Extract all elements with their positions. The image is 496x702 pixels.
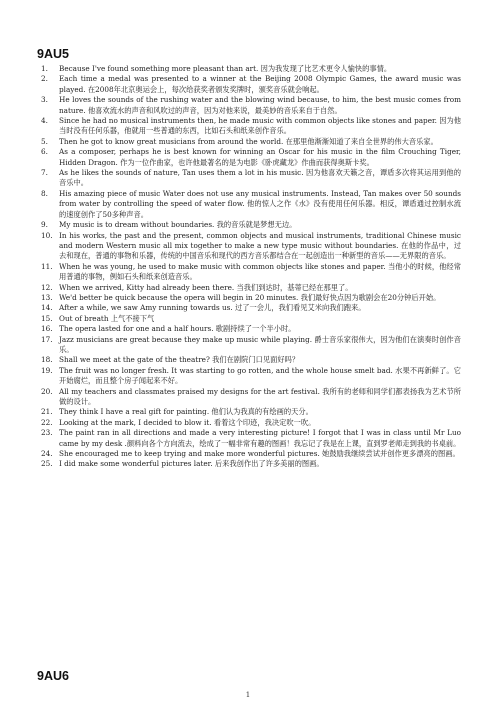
list-item xyxy=(37,262,461,283)
list-item-text: We'd better be quick because the opera will begin in 20 minutes. 我们最好快点因为歌剧会在20分钟后开始。 xyxy=(59,292,441,302)
list-item xyxy=(37,418,461,428)
list-item-text: Then he got to know great musicians from around the world. 在那里他渐渐知道了来自全世界的伟大音乐家。 xyxy=(59,136,438,146)
list-item xyxy=(37,366,461,387)
list-item-text: Because I've found something more pleasant than art. 因为我发现了比艺术更令人愉快的事情。 xyxy=(59,64,392,73)
list-item xyxy=(37,387,461,408)
list-item xyxy=(37,449,461,459)
list-item xyxy=(37,407,461,417)
list-item-text: When he was young, he used to make music with common objects like stones and paper. 当他小的时候，他经常用普通的事物，例如石头和纸来创造音乐。 xyxy=(59,261,461,282)
list-item-number: 18. xyxy=(41,355,53,365)
list-item-number: 13. xyxy=(41,292,53,302)
list-item-number: 22. xyxy=(41,417,53,427)
list-item-number: 25. xyxy=(41,459,53,469)
list-item-number: 4. xyxy=(41,116,48,126)
list-item-number: 8. xyxy=(41,188,48,198)
list-item xyxy=(37,147,461,168)
list-item-number: 1. xyxy=(41,64,48,73)
list-item xyxy=(37,355,461,365)
list-item-number: 15. xyxy=(41,313,53,323)
list-item-text: As a composer, perhaps he is best known for winning an Oscar for his music in the film Crouching Tiger, Hidden Dragon. 作为一位作曲家，也许他最著名的是为电影《卧虎藏龙》作曲而获得奥斯卡奖。 xyxy=(59,147,461,167)
list-item xyxy=(37,293,461,303)
list-item xyxy=(37,324,461,334)
list-item-text: All my teachers and classmates praised my designs for the art festival. 我所有的老师和同学们都表扬我为艺术节所做的设计。 xyxy=(59,386,461,406)
list-item-text: I did make some wonderful pictures later. 后来我创作出了许多美丽的图画。 xyxy=(59,459,324,469)
list-item-text: In his works, the past and the present, common objects and musical instruments, traditional Chinese music and modern Western music all mix together to make a new type music without boundaries. 在他的作品中，过去和现在，普通的事物和乐器，传统的中国音乐和现代的西方音乐都结合在一起创造出一种新型的音乐——无界限的音乐。 xyxy=(59,230,461,261)
list-item xyxy=(37,428,461,449)
list-item-number: 21. xyxy=(41,407,53,417)
list-item-number: 19. xyxy=(41,365,53,375)
list-item-text: Jazz musicians are great because they make up music while playing. 爵士音乐家很伟大，因为他们在演奏时创作音乐。 xyxy=(59,334,461,354)
list-item-number: 17. xyxy=(41,334,53,344)
list-item-text: He loves the sounds of the rushing water and the blowing wind because, to him, the best music comes from nature. 他喜欢流水的声音和风吹过的声音，因为对他来说，最美妙的音乐来自于自然。 xyxy=(59,95,461,115)
list-item-text: The fruit was no longer fresh. It was starting to go rotten, and the whole house smelt bad. 水果不再新鲜了。它开始腐烂，而且整个房子闻起来不好。 xyxy=(59,365,461,386)
list-item-text: They think I have a real gift for painting. 他们认为我真的有绘画的天分。 xyxy=(59,407,313,417)
list-item xyxy=(37,231,461,262)
list-item-number: 3. xyxy=(41,95,48,105)
section-heading: 9AU5 xyxy=(37,47,69,61)
list-item-text: Shall we meet at the gate of the theatre? 我们在剧院门口见面好吗？ xyxy=(59,355,300,365)
list-item xyxy=(37,314,461,324)
list-item xyxy=(37,137,461,147)
list-item xyxy=(37,189,461,220)
list-item-text: After a while, we saw Amy running towards us. 过了一会儿，我们看见艾米向我们跑来。 xyxy=(59,303,366,313)
list-item xyxy=(37,74,461,95)
list-item-text: His amazing piece of music Water does not use any musical instruments. Instead, Tan makes over 50 sounds from water by controlling the speed of water flow. 他的惊人之作《水》没有使用任何乐器。相反，谭盾通过控制水流的速度创作了50多种声音。 xyxy=(59,188,461,219)
list-item-number: 7. xyxy=(41,168,48,178)
list-item xyxy=(37,220,461,230)
list-item-text: She encouraged me to keep trying and make more wonderful pictures. 她鼓励我继续尝试并创作更多漂亮的图画。 xyxy=(59,449,460,459)
list-item xyxy=(37,168,461,189)
list-item-text: Looking at the mark, I decided to blow it. 看着这个印迹，我决定吹一吹。 xyxy=(59,417,316,427)
list-item-text: The opera lasted for one and a half hours. 歌剧持续了一个半小时。 xyxy=(59,324,296,334)
next-section-heading: 9AU6 xyxy=(37,669,69,683)
list-item-text: The paint ran in all directions and made a very interesting picture! I forgot that I was in class until Mr Luo came by my desk .颜料向各个方向流去，绘成了一幅非常有趣的图画！我忘记了我是在上课，直到罗老师走到我的书桌前。 xyxy=(59,428,461,448)
list-item xyxy=(37,64,461,74)
list-item xyxy=(37,459,461,469)
list-item-number: 9. xyxy=(41,220,48,230)
list-item-number: 24. xyxy=(41,449,53,459)
list-item xyxy=(37,335,461,356)
page-number: 1 xyxy=(245,691,251,699)
list-item-number: 5. xyxy=(41,136,48,146)
list-item-text: Out of breath 上气不接下气 xyxy=(59,313,155,323)
list-item xyxy=(37,303,461,313)
list-item-text: Since he had no musical instruments then, he made music with common objects like stones and paper. 因为他当时没有任何乐器，他就用一些普通的东西，比如石头和纸来创作音乐。 xyxy=(59,116,462,136)
list-item-text: As he likes the sounds of nature, Tan uses them a lot in his music. 因为他喜欢天籁之音，谭盾多次将其运用到他的音乐中。 xyxy=(59,168,461,188)
list-item-number: 20. xyxy=(41,386,53,396)
list-item-text: When we arrived, Kitty had already been there. 当我们到达时，基蒂已经在那里了。 xyxy=(59,282,353,292)
sentence-list xyxy=(37,64,461,470)
list-item-number: 2. xyxy=(41,74,48,84)
list-item xyxy=(37,95,461,116)
list-item xyxy=(37,116,461,137)
list-item-number: 10. xyxy=(41,230,53,240)
list-item-number: 23. xyxy=(41,428,53,438)
list-item-number: 11. xyxy=(41,261,53,271)
list-item-number: 16. xyxy=(41,324,53,334)
list-item-number: 6. xyxy=(41,147,48,157)
list-item-text: My music is to dream without boundaries. 我的音乐就是梦想无边。 xyxy=(59,220,297,230)
list-item-number: 14. xyxy=(41,303,53,313)
list-item xyxy=(37,283,461,293)
list-item-text: Each time a medal was presented to a winner at the Beijing 2008 Olympic Games, the award music was played. 在2008年北京奥运会上，每次给获奖者颁发奖牌时，颁奖音乐就会响起。 xyxy=(59,74,461,94)
list-item-number: 12. xyxy=(41,282,53,292)
